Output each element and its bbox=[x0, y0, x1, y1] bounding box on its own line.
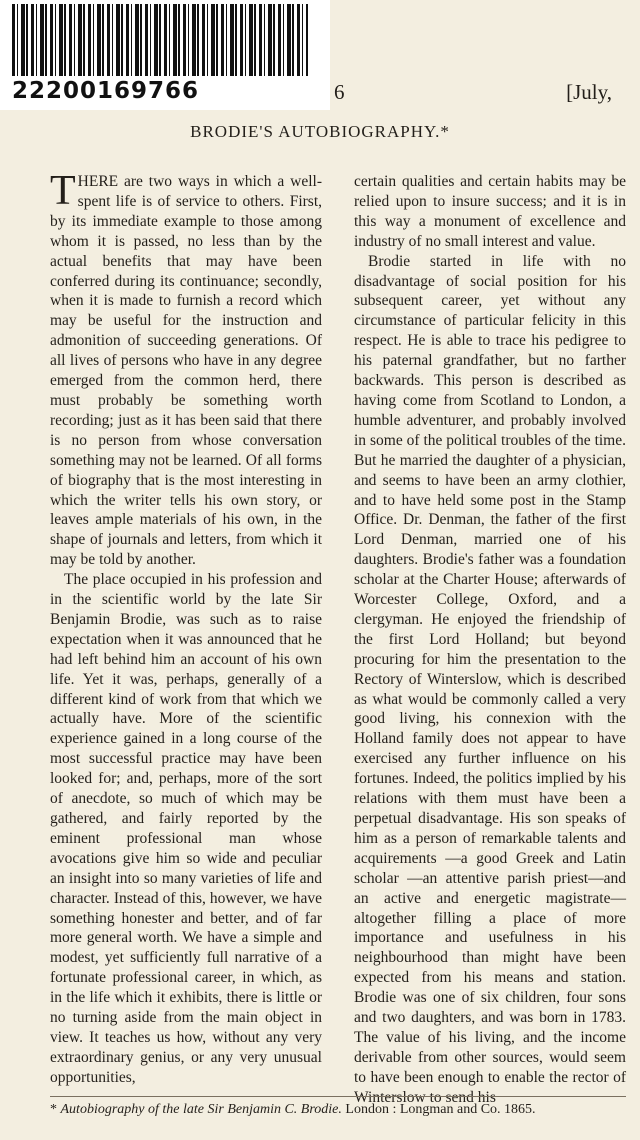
paragraph bbox=[50, 168, 322, 570]
footnote-marker: * bbox=[50, 1102, 57, 1117]
barcode-image bbox=[12, 4, 308, 76]
paragraph: certain qualities and certain habits may be relied upon to insure success; and it is in this way a monument of excellence and industry of no small interest and value. bbox=[354, 173, 626, 250]
footnote-divider bbox=[50, 1096, 626, 1097]
paragraph-text: HERE are two ways in which a well-spent life is of service to others. First, by its immediate example to those among whom it is passed, no less than by the actual benefits that may have been conferred during its continuance; secondly, when it is made to furnish a record which may be useful for the instruction and admonition of succeeding generations. Of all lives of persons who have in any degree emerged from the common herd, there must probably be something worth recording; just as it has been said that there is no person from whose conversation something may not be learned. Of all forms of biography that is the most interesting in which the writer tells his own story, or leaves ample materials of his own, in the shape of journals and letters, from which it may be told by another. bbox=[50, 173, 322, 569]
library-barcode-label bbox=[0, 0, 330, 110]
right-column bbox=[354, 172, 626, 1106]
article-title: BRODIE'S AUTOBIOGRAPHY.* bbox=[190, 122, 450, 141]
barcode-number: 22200169766 bbox=[12, 78, 200, 104]
footnote-book-title: Autobiography of the late Sir Benjamin C. Brodie. bbox=[60, 1102, 342, 1117]
article-body bbox=[50, 168, 626, 1106]
drop-cap: T bbox=[50, 168, 76, 214]
paragraph: The place occupied in his profession and in the scientific world by the late Sir Benjamin Brodie, was such as to raise expectation when it was announced that he had left behind him an account of his own life. Yet it was, perhaps, generally of a different kind of work from that which we actually have. More of the scientific experience gained in a long course of the most successful practice may have been looked for; and, perhaps, more of the sort of anecdote, so much of which may be gathered, and fairly reported by the eminent professional man whose avocations give him so wide and peculiar an insight into so many varieties of life and character. Instead of this, however, we have something honester and better, and of far more general worth. We have a simple and modest, yet sufficiently full narrative of a fortunate professional career, in which, as in the life which it exhibits, there is little or no turning aside from the main object in view. It teaches us how, without any very extraordinary genius, or any very unusual opportunities, bbox=[50, 571, 322, 1086]
running-header-date: [July, bbox=[566, 80, 612, 104]
footnote-publisher: London : Longman and Co. 1865. bbox=[345, 1102, 536, 1117]
footnote bbox=[50, 1102, 626, 1118]
page-number: 6 bbox=[334, 80, 345, 104]
paragraph: Brodie started in life with no disadvantage of social position for his subsequent career, yet without any circumstance of particular felicity in this respect. He is able to trace his pedigree to his paternal grandfather, but no farther backwards. This person is described as having come from Scotland to London, a humble adventurer, and probably involved in some of the political troubles of the time. But he married the daughter of a physician, and seems to have been an army clothier, and to have held some post in the Stamp Office. Dr. Denman, the father of the first Lord Denman, married one of his daughters. Brodie's father was a foundation scholar at the Charter House; afterwards of Worcester College, Oxford, and a clergyman. He enjoyed the friendship of the first Lord Holland; but beyond procuring for him the presentation to the Rectory of Winterslow, which is described as what would be commonly called a very good living, his connexion with the Holland family does not appear to have exercised any further influence on his fortunes. Indeed, the politics implied by his relations with them must have been a perpetual disadvantage. His son speaks of him as a person of remarkable talents and acquirements —a good Greek and Latin scholar —an attentive parish priest—and an active and energetic magistrate—altogether filling a place of more importance and usefulness in his neighbourhood than might have been expected from his means and station. Brodie was one of six children, four sons and two daughters, and was born in 1783. The value of his living, and the income derivable from other sources, would seem to have been enough to enable the rector of Winterslow to send his bbox=[354, 252, 626, 1106]
left-column bbox=[50, 168, 322, 1092]
